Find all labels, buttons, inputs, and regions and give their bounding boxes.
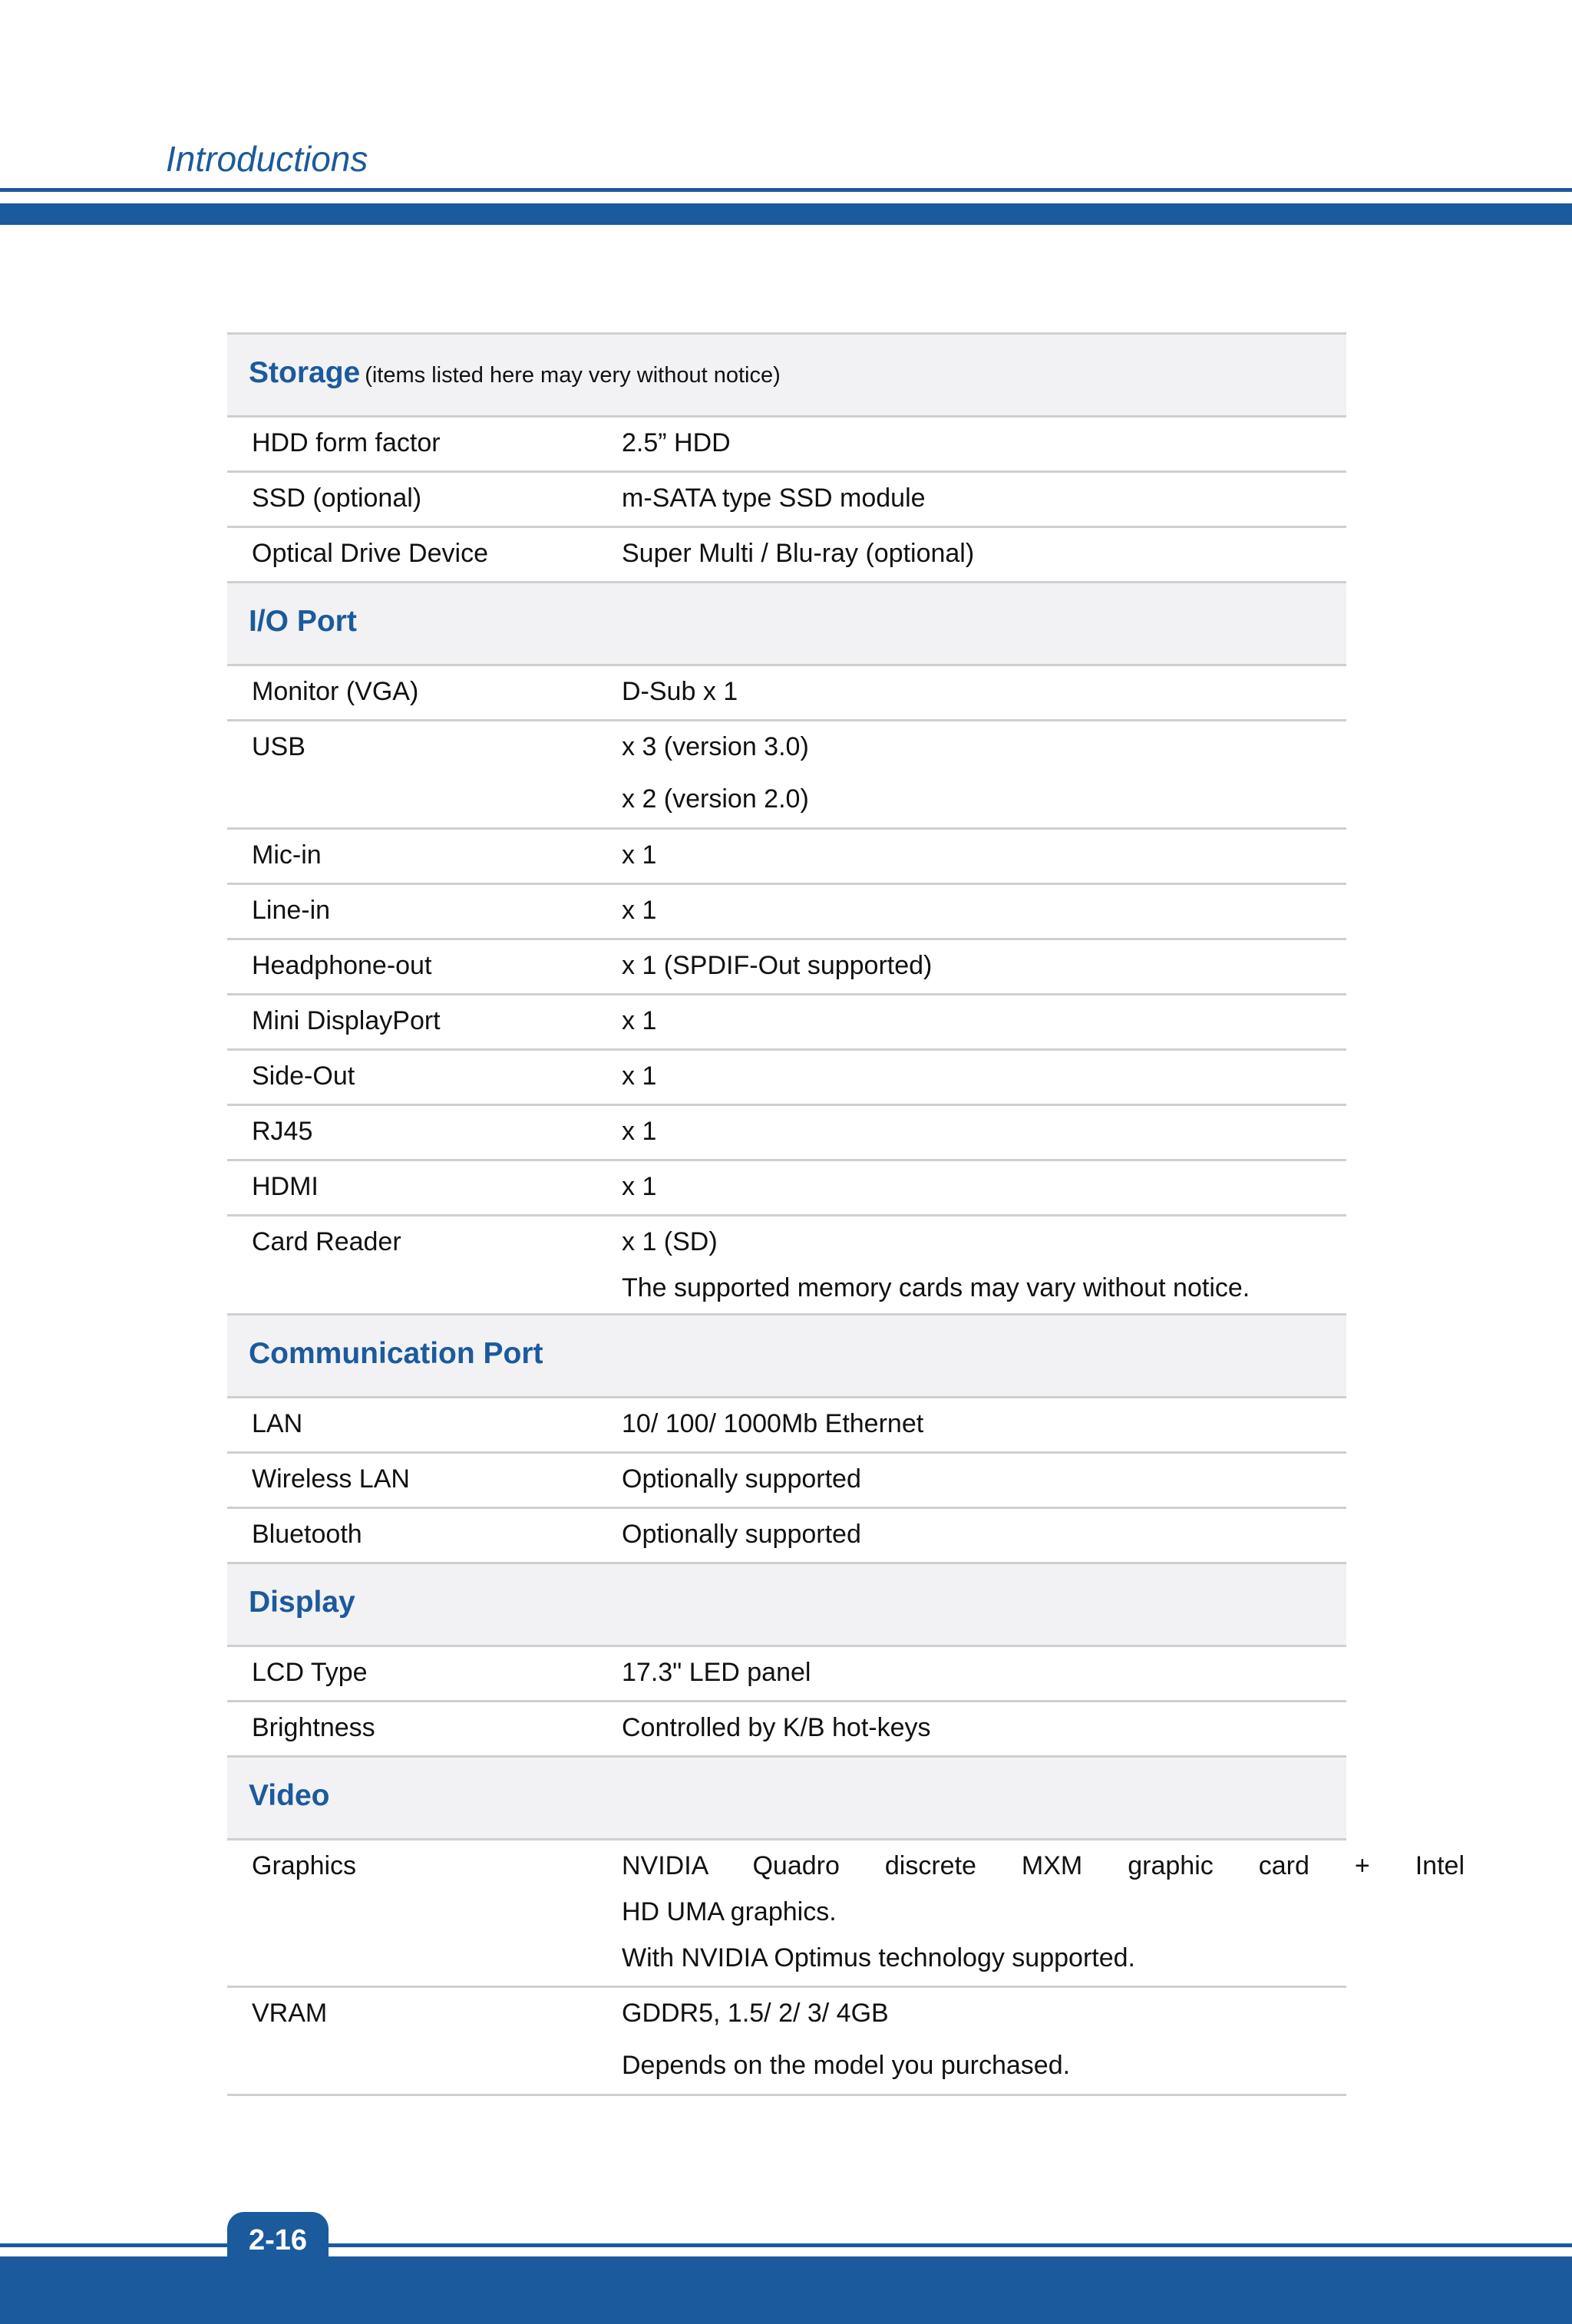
spec-row: [227, 885, 1346, 940]
spec-label: Card Reader: [252, 1227, 401, 1256]
spec-value-line: Optionally supported: [622, 1464, 861, 1494]
spec-value-line: m-SATA type SSD module: [622, 484, 926, 513]
header-rule-thick: [0, 203, 1572, 225]
spec-label: Monitor (VGA): [252, 677, 419, 706]
section-title: [249, 1337, 543, 1371]
spec-value-line: x 2 (version 2.0): [622, 784, 809, 814]
spec-label: Optical Drive Device: [252, 539, 488, 568]
section-title-text: Video: [249, 1779, 330, 1812]
section-title: [249, 605, 357, 639]
section-title: [249, 356, 781, 390]
spec-value-line: 10/ 100/ 1000Mb Ethernet: [622, 1409, 924, 1438]
section-title-text: Communication Port: [249, 1337, 543, 1370]
spec-value-line: x 1: [622, 1006, 657, 1035]
spec-row: [227, 830, 1346, 885]
section-title-text: Storage: [249, 356, 361, 389]
spec-row: [227, 1988, 1346, 2096]
spec-label: Mic-in: [252, 840, 322, 870]
spec-label: Side-Out: [252, 1061, 355, 1091]
section-header: [227, 335, 1346, 418]
spec-row: [227, 1454, 1346, 1509]
spec-label: Headphone-out: [252, 951, 432, 980]
spec-label: Wireless LAN: [252, 1464, 410, 1494]
spec-row: [227, 473, 1346, 528]
spec-value-line: x 1: [622, 840, 657, 870]
spec-label: Brightness: [252, 1713, 375, 1742]
spec-label: Bluetooth: [252, 1520, 362, 1549]
page-header-title: Introductions: [166, 139, 368, 179]
spec-value-line: x 1 (SD): [622, 1227, 718, 1256]
spec-value-line: GDDR5, 1.5/ 2/ 3/ 4GB: [622, 1999, 889, 2028]
spec-value-line: x 1: [622, 1061, 657, 1091]
page-number: 2-16: [248, 2224, 308, 2256]
spec-row: [227, 940, 1346, 995]
spec-label: HDD form factor: [252, 428, 441, 457]
spec-row: [227, 418, 1346, 473]
spec-label: LCD Type: [252, 1658, 368, 1687]
spec-row: [227, 1161, 1346, 1216]
spec-value-line: Optionally supported: [622, 1520, 861, 1549]
section-header: [227, 1564, 1346, 1647]
spec-row: [227, 1647, 1346, 1702]
spec-row: [227, 1106, 1346, 1161]
spec-value-line: 2.5” HDD: [622, 428, 731, 457]
section-header: [227, 583, 1346, 666]
spec-value-line: x 1: [622, 1172, 657, 1201]
spec-value-line: 17.3" LED panel: [622, 1658, 811, 1687]
spec-label: HDMI: [252, 1172, 319, 1201]
spec-value-line: x 1: [622, 1117, 657, 1146]
spec-label: Line-in: [252, 896, 331, 925]
spec-value-line: x 1 (SPDIF-Out supported): [622, 951, 933, 980]
spec-row: [227, 995, 1346, 1051]
spec-row: [227, 721, 1346, 830]
spec-value-line: x 3 (version 3.0): [622, 732, 809, 761]
spec-value-line: HD UMA graphics.: [622, 1897, 837, 1926]
spec-row: [227, 1398, 1346, 1454]
spec-value-line: Depends on the model you purchased.: [622, 2051, 1071, 2080]
section-title: [249, 1586, 355, 1619]
spec-row: [227, 1840, 1465, 1988]
spec-row: [227, 1051, 1346, 1106]
spec-label: SSD (optional): [252, 484, 422, 513]
spec-label: RJ45: [252, 1117, 313, 1146]
spec-value-line: With NVIDIA Optimus technology supported.: [622, 1943, 1135, 1972]
header-rule-thin: [0, 188, 1572, 192]
section-title-text: Display: [249, 1586, 355, 1619]
spec-row: [227, 528, 1346, 583]
spec-label: USB: [252, 732, 305, 761]
spec-value-line: x 1: [622, 896, 657, 925]
spec-value-line: Super Multi / Blu-ray (optional): [622, 539, 975, 568]
section-title: [249, 1779, 329, 1813]
section-title-text: I/O Port: [249, 605, 357, 638]
spec-value-line: The supported memory cards may vary without notice.: [622, 1273, 1250, 1302]
spec-row: [227, 1509, 1346, 1564]
spec-label: VRAM: [252, 1999, 328, 2028]
section-note: (items listed here may very without notice): [365, 363, 781, 388]
spec-value-line: NVIDIA Quadro discrete MXM graphic card + Intel: [622, 1851, 1465, 1880]
spec-value-line: D-Sub x 1: [622, 677, 738, 706]
section-header: [227, 1758, 1346, 1840]
spec-row: [227, 1216, 1346, 1316]
specification-table: [227, 332, 1465, 2096]
section-header: [227, 1316, 1346, 1398]
spec-value-line: Controlled by K/B hot-keys: [622, 1713, 931, 1742]
spec-row: [227, 1702, 1346, 1758]
spec-row: [227, 666, 1346, 721]
spec-label: LAN: [252, 1409, 303, 1438]
spec-label: Graphics: [252, 1851, 357, 1880]
spec-label: Mini DisplayPort: [252, 1006, 441, 1035]
